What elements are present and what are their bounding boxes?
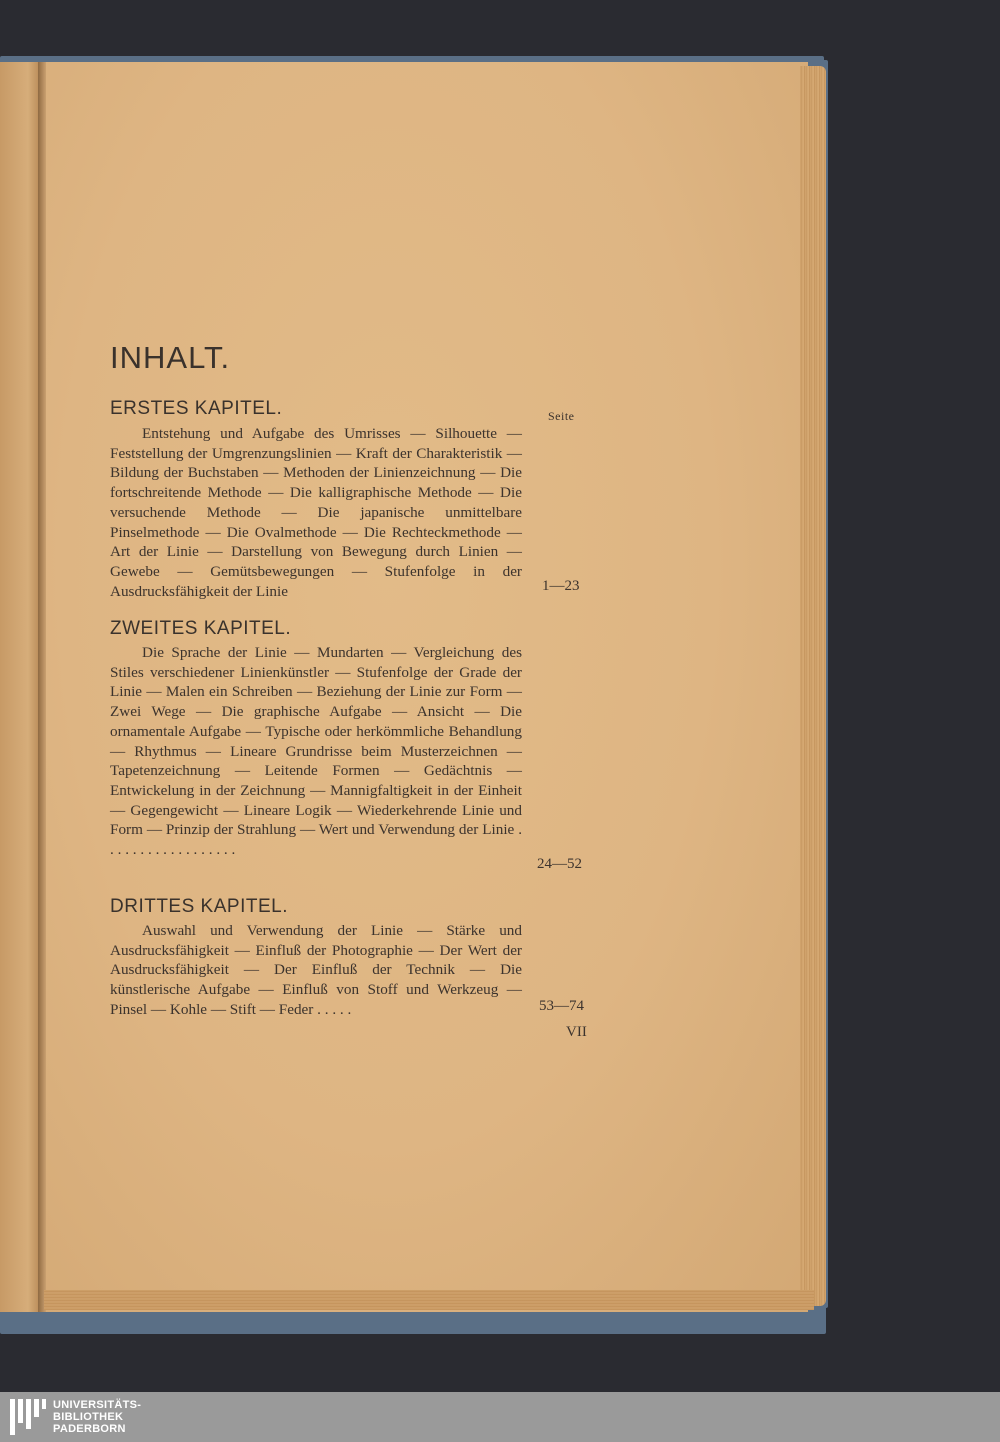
page-column-label: Seite [548,409,575,423]
library-logo-icon [8,1397,48,1437]
page-folio: VII [566,1024,587,1040]
chapter-2-summary: Die Sprache der Linie — Mundarten — Vergleichung des Stiles verschiedener Linienkünstler — Stufenfolge der Grade der Linie — Malen ein Schreiben — Beziehung der Linie zur Form — Zwei Wege — Die graphische Aufgabe — Ansicht — Die ornamentale Aufgabe — Typische oder herkömmliche Behandlung — Rhythmus — Lineare Grundrisse beim Musterzeichnen — Tapetenzeichnung — Leitende Formen — Gedächtnis — Entwickelung in der Zeichnung — Mannigfaltigkeit in der Einheit — Gegengewicht — Lineare Logik — Wiederkehrende Linie und Form — Prinzip der Strahlung — Wert und Verwendung der Linie . . . . . . . . . . . . . . . . . . [110,644,522,859]
chapter-2-pages: 24—52 [537,856,582,872]
footer-line-1: UNIVERSITÄTS- [53,1399,142,1411]
footer-line-2: BIBLIOTHEK [53,1411,124,1423]
chapter-1-summary: Entstehung und Aufgabe des Umrisses — Silhouette — Feststellung der Umgrenzungslinien — Kraft der Charakteristik — Bildung der Buchstaben — Methoden der Linienzeichnung — Die fortschreitende Methode — Die kalligraphische Methode — Die versuchende Methode — Die japanische unmittelbare Pinselmethode — Die Ovalmethode — Die Rechteckmethode — Art der Linie — Darstellung von Bewegung durch Linien — Gewebe — Gemütsbewegungen — Stufenfolge in der Ausdrucksfähigkeit der Linie [110,425,522,600]
footer-line-3: PADERBORN [53,1423,126,1435]
chapter-1-pages: 1—23 [542,578,580,594]
chapter-1-heading: ERSTES KAPITEL. [110,398,283,419]
page-edges-right [800,66,826,1306]
page-gutter [38,62,46,1312]
chapter-3-summary: Auswahl und Verwendung der Linie — Stärke und Ausdrucksfähigkeit — Einfluß der Photographie — Der Wert der Ausdrucksfähigkeit — Der Einfluß der Technik — Die künstlerische Aufgabe — Einfluß von Stoff und Werkzeug — Pinsel — Kohle — Stift — Feder . . . . . [110,922,522,1018]
footer-bar [0,1392,1000,1442]
chapter-2-heading: ZWEITES KAPITEL. [110,618,292,639]
chapter-3-pages: 53—74 [539,998,584,1014]
chapter-3-heading: DRITTES KAPITEL. [110,896,288,917]
left-page-edge [0,62,40,1312]
toc-title: INHALT. [110,340,231,375]
page-edges-bottom [44,1290,814,1310]
